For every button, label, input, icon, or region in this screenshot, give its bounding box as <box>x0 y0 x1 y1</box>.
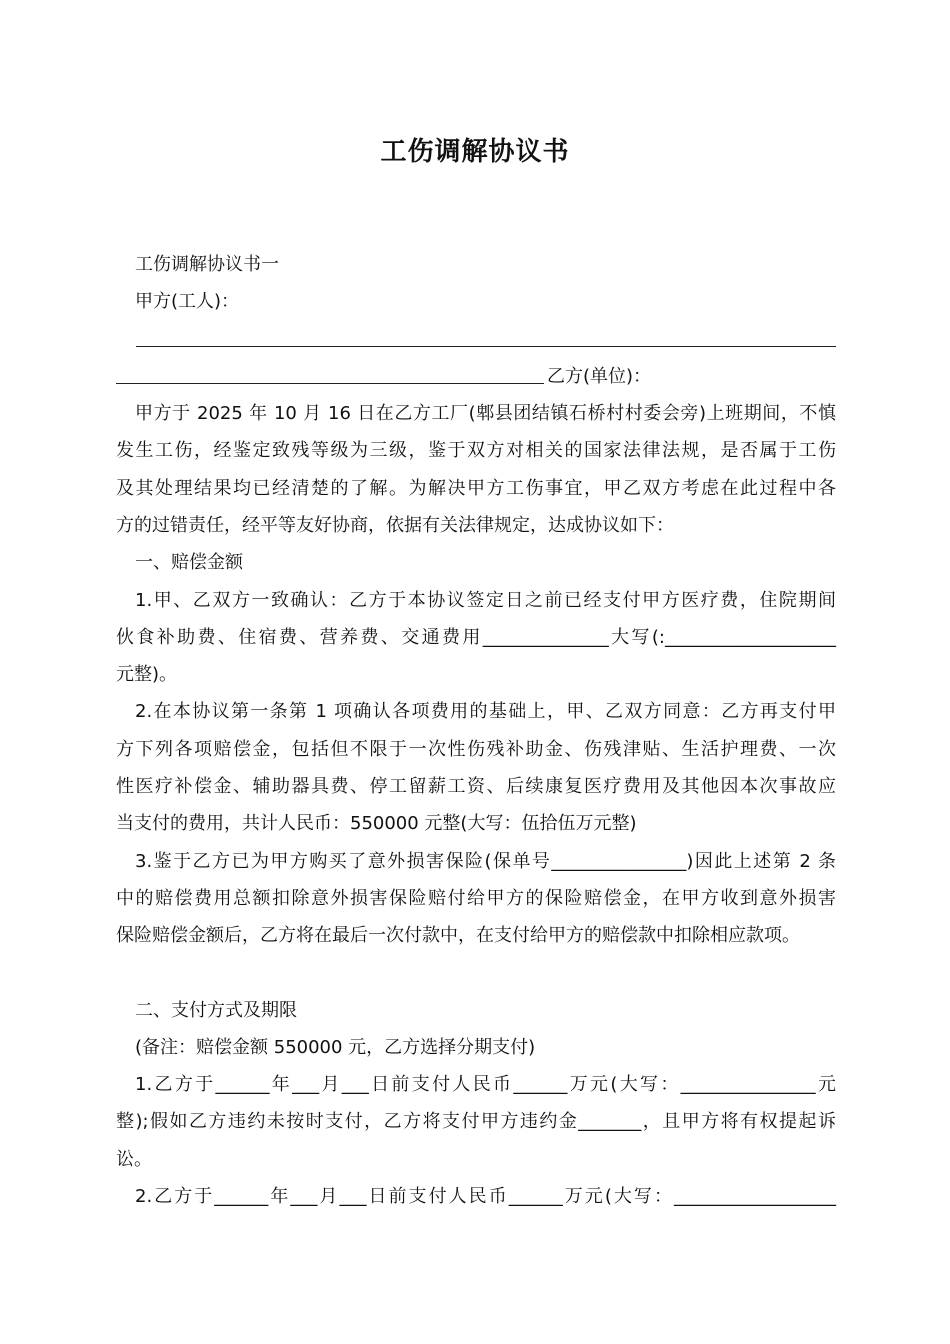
paragraph-intro-2: 发生工伤，经鉴定致残等级为三级，鉴于双方对相关的国家法律法规，是否属于工伤 <box>116 440 836 461</box>
party-a-label: 甲方(工人)： <box>135 291 240 312</box>
blank-line-party-a <box>136 346 836 347</box>
clause-2-line-2: 方下列各项赔偿金，包括但不限于一次性伤残补助金、伤残津贴、生活护理费、一次 <box>116 739 836 760</box>
document-title: 工伤调解协议书 <box>380 137 570 167</box>
clause-2-line-1: 2.在本协议第一条第 1 项确认各项费用的基础上，甲、乙双方同意：乙方再支付甲 <box>135 701 836 722</box>
paragraph-intro-3: 及其处理结果均已经清楚的了解。为解决甲方工伤事宜，甲乙双方考虑在此过程中各 <box>116 478 836 499</box>
clause-3-line-2: 中的赔偿费用总额扣除意外损害保险赔付给甲方的保险赔偿金，在甲方收到意外损害 <box>116 888 836 909</box>
clause-2-line-4: 当支付的费用，共计人民币：550000 元整(大写：伍拾伍万元整) <box>116 813 637 834</box>
clause-3-line-1: 3.鉴于乙方已为甲方购买了意外损害保险(保单号_______________)因此上述第 2 条 <box>135 851 836 872</box>
payment-clause-2-line-1: 2.乙方于______年___月___日前支付人民币______万元(大写：__________________ <box>135 1186 836 1207</box>
payment-note: (备注：赔偿金额 550000 元，乙方选择分期支付) <box>135 1037 536 1058</box>
paragraph-intro-4: 方的过错责任，经平等友好协商，依据有关法律规定，达成协议如下： <box>116 515 674 536</box>
clause-1-line-1: 1.甲、乙双方一致确认：乙方于本协议签定日之前已经支付甲方医疗费，住院期间 <box>135 590 836 611</box>
clause-3-line-3: 保险赔偿金额后，乙方将在最后一次付款中，在支付给甲方的赔偿款中扣除相应款项。 <box>116 925 800 946</box>
blank-line-party-b <box>116 383 544 384</box>
section-heading-payment: 二、支付方式及期限 <box>135 1000 297 1021</box>
payment-clause-1-line-2: 整);假如乙方违约未按时支付，乙方将支付甲方违约金_______，且甲方将有权提起诉 <box>116 1111 836 1132</box>
party-b-label: 乙方(单位)： <box>547 366 652 387</box>
payment-clause-1-line-3: 讼。 <box>116 1149 152 1170</box>
clause-2-line-3: 性医疗补偿金、辅助器具费、停工留薪工资、后续康复医疗费用及其他因本次事故应 <box>116 776 836 797</box>
subtitle-line: 工伤调解协议书一 <box>135 254 279 275</box>
section-heading-compensation: 一、赔偿金额 <box>135 552 243 573</box>
clause-1-line-2: 伙食补助费、住宿费、营养费、交通费用______________大写(:___________________ <box>116 627 836 648</box>
paragraph-intro-1: 甲方于 2025 年 10 月 16 日在乙方工厂(郫县团结镇石桥村村委会旁)上班期间，不慎 <box>135 403 836 424</box>
clause-1-line-3: 元整)。 <box>116 664 178 685</box>
payment-clause-1-line-1: 1.乙方于______年___月___日前支付人民币______万元(大写：_______________元 <box>135 1074 836 1095</box>
